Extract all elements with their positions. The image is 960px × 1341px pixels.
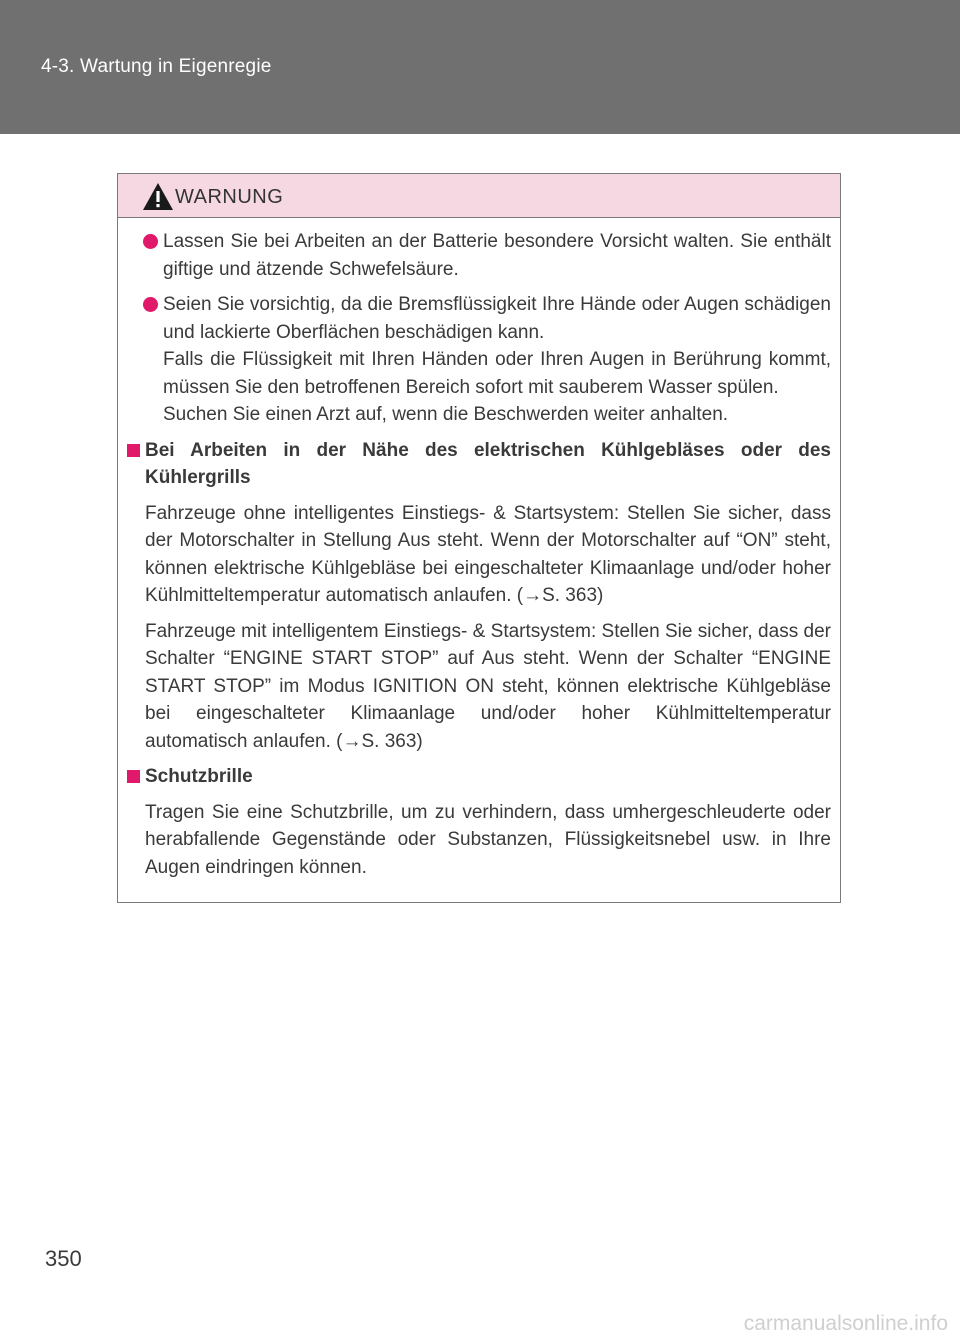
warning-box	[117, 173, 841, 903]
warning-content	[127, 228, 831, 889]
section-heading: Schutzbrille	[127, 763, 831, 791]
breadcrumb: 4-3. Wartung in Eigenregie	[41, 56, 272, 77]
bullet-text: Lassen Sie bei Arbeiten an der Batterie besondere Vorsicht walten. Sie enthält giftige und ätzende Schwefelsäure.	[163, 231, 831, 280]
bullet-text: Falls die Flüssigkeit mit Ihren Händen oder Ihren Augen in Berührung kommt, müssen Sie den betroffenen Bereich sofort mit sauberem Wasser spülen.	[163, 349, 831, 398]
section-heading: Bei Arbeiten in der Nähe des elektrischen Kühlgebläses oder des Kühlergrills	[127, 437, 831, 492]
bullet-text: Suchen Sie einen Arzt auf, wenn die Beschwerden weiter anhalten.	[163, 404, 729, 425]
warning-header	[118, 174, 840, 218]
paragraph: Tragen Sie eine Schutzbrille, um zu verhindern, dass umhergeschleuderte oder herabfallende Gegenstände oder Substanzen, Flüssigkeitsnebel usw. in Ihre Augen eindringen können.	[145, 801, 831, 878]
bullet-icon	[143, 297, 158, 312]
bullet-item	[127, 291, 831, 429]
bullet-text: Seien Sie vorsichtig, da die Bremsflüssigkeit Ihre Hände oder Augen schädigen und lackierte Oberflächen beschädigen kann.	[163, 294, 831, 343]
bullet-item	[127, 228, 831, 283]
paragraph: Fahrzeuge ohne intelligentes Einstiegs- & Startsystem: Stellen Sie sicher, dass der Motorschalter in Stellung Aus steht. Wenn der Motorschalter auf “ON” steht, können elektrische Kühlgebläse bei eingeschalteter Klimaanlage und/oder hoher Kühlmitteltemperatur automatisch anlaufen. (→S. 363)	[145, 502, 831, 606]
paragraph: Fahrzeuge mit intelligentem Einstiegs- & Startsystem: Stellen Sie sicher, dass der Schalter “ENGINE START STOP” auf Aus steht. Wenn der Schalter “ENGINE START STOP” im Modus IGNITION ON steht, können elektrische Kühlgebläse bei eingeschalteter Klimaanlage und/oder hoher Kühlmitteltemperatur automatisch anlaufen. (→S. 363)	[145, 620, 831, 752]
square-bullet-icon	[127, 770, 140, 783]
page-header	[0, 0, 960, 134]
page-number: 350	[45, 1246, 82, 1271]
square-bullet-icon	[127, 444, 140, 457]
warning-title: WARNUNG	[175, 186, 284, 208]
watermark: carmanualsonline.info	[743, 1312, 948, 1335]
bullet-icon	[143, 234, 158, 249]
warning-triangle-icon	[142, 182, 174, 211]
